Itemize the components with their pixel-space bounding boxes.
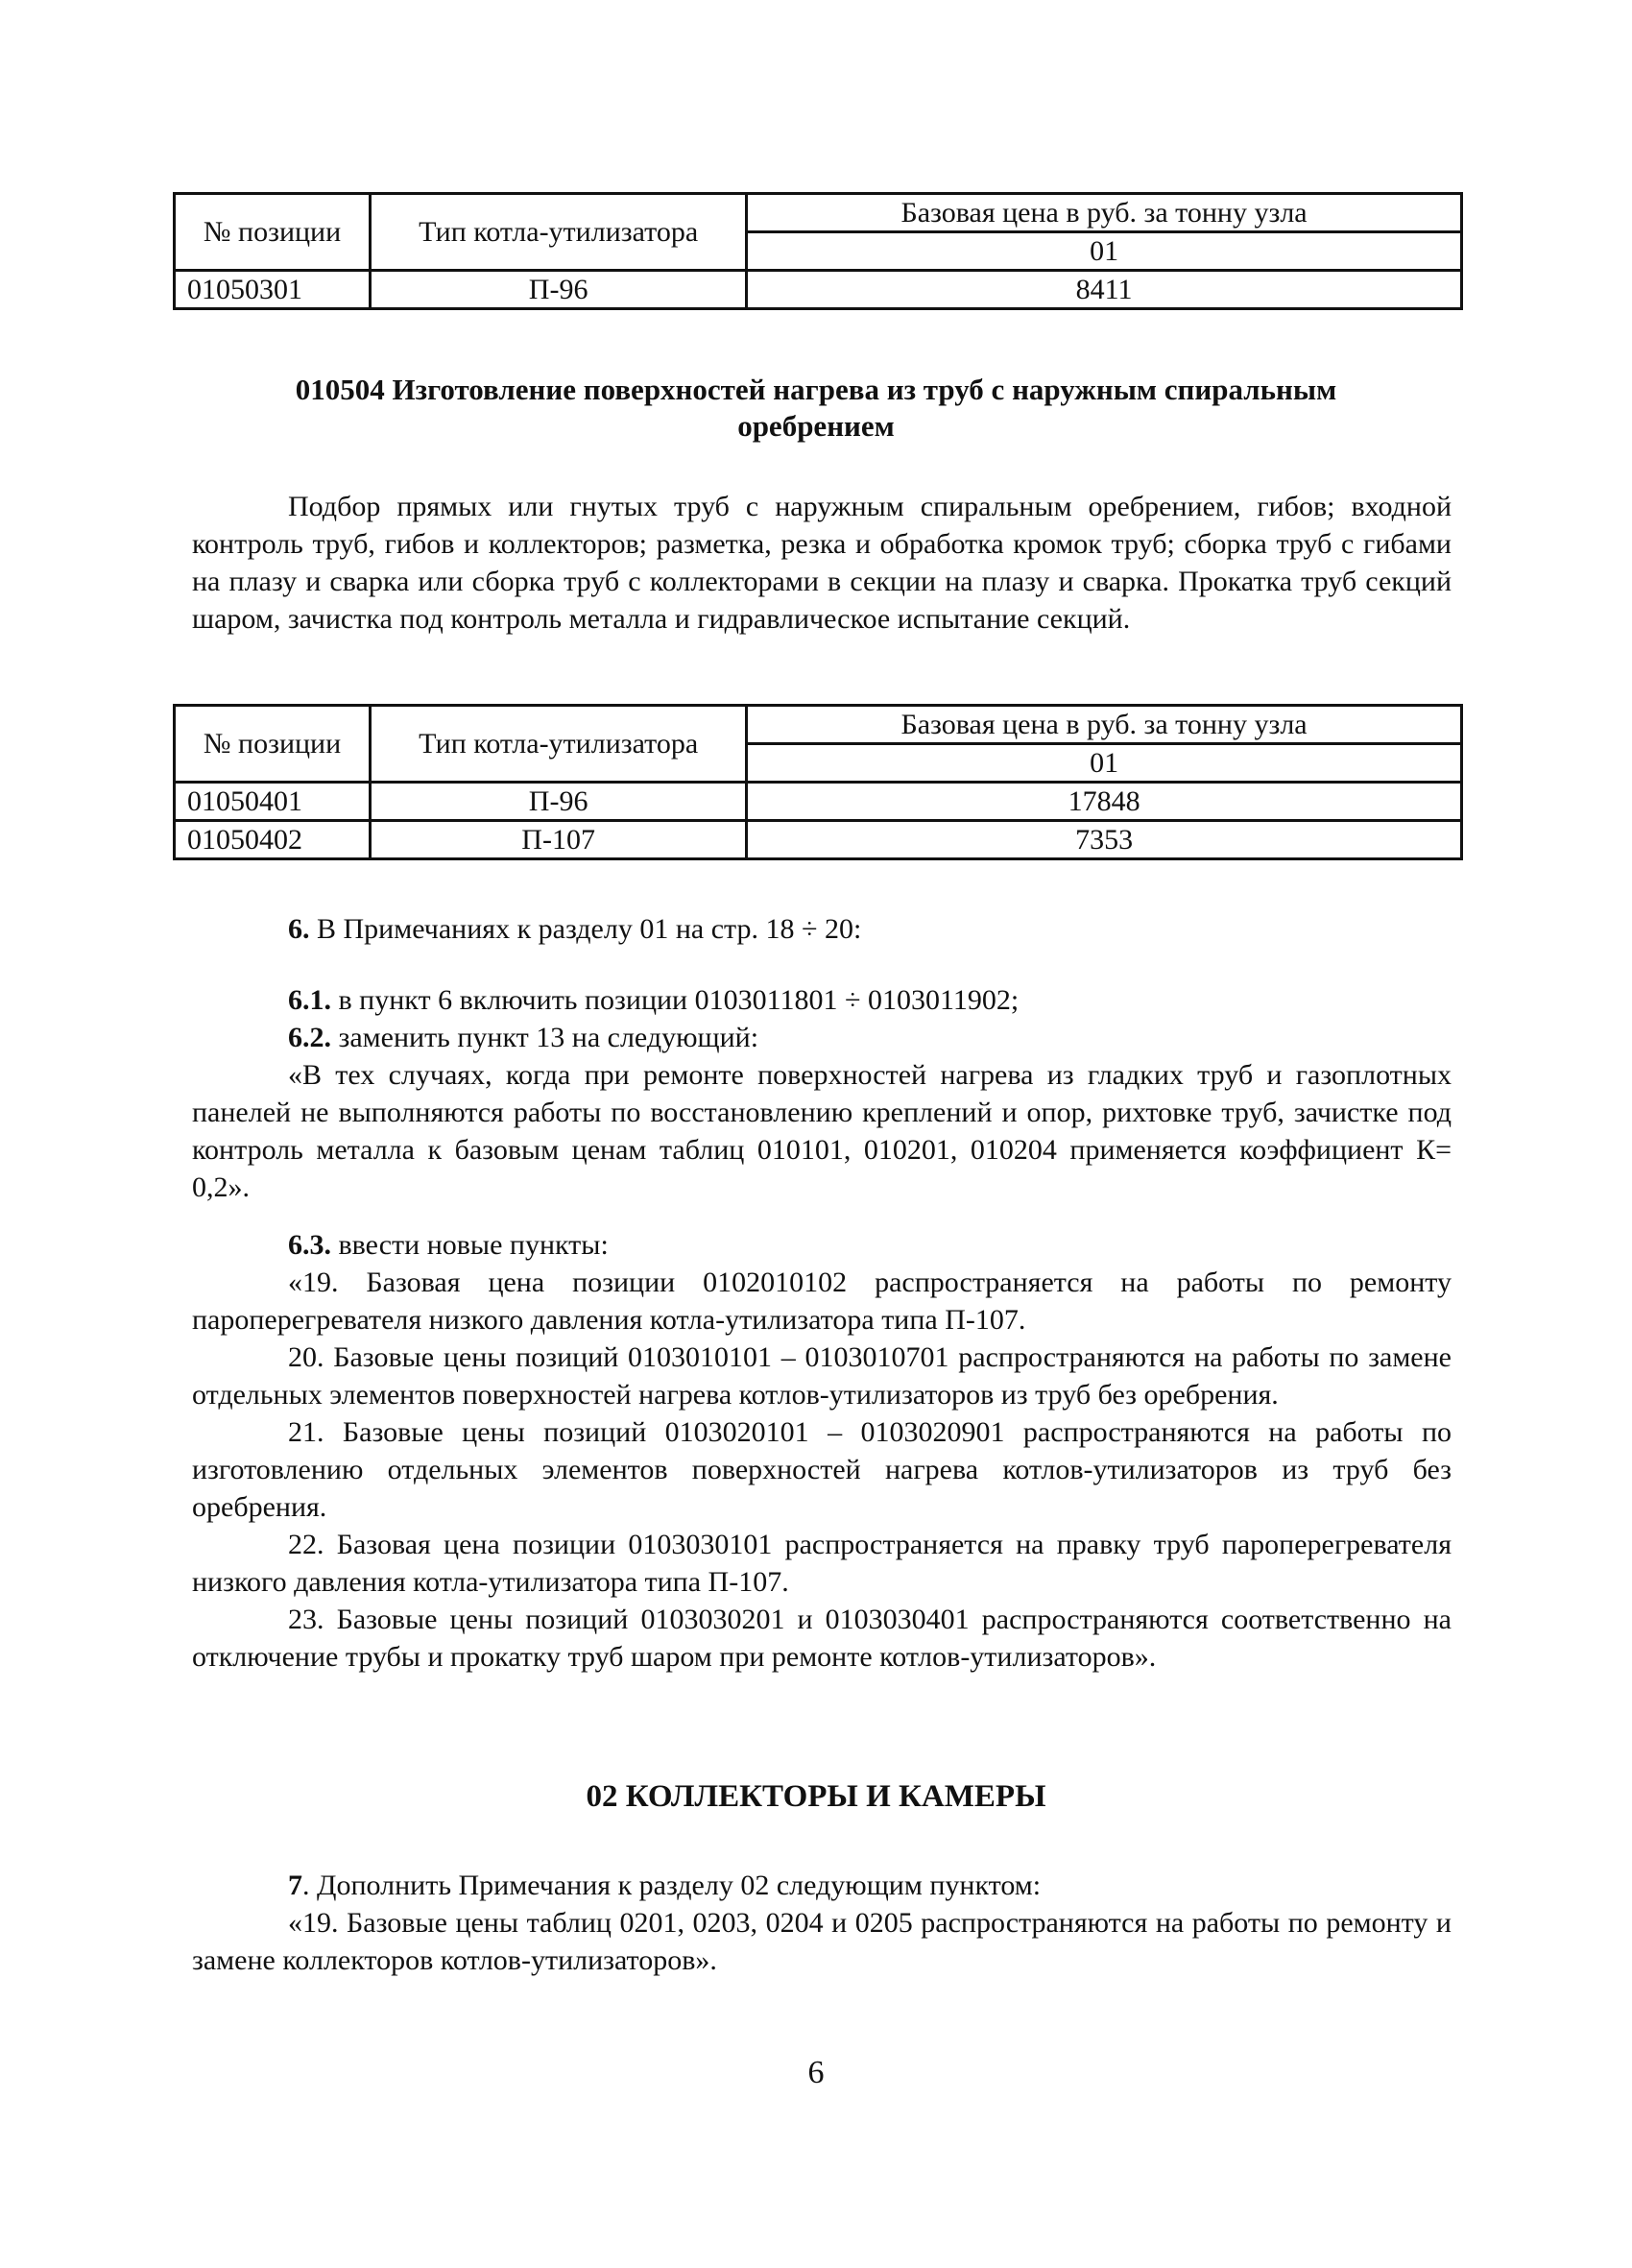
cell-position: 01050301 [175,271,371,309]
new-point-19: «19. Базовая цена позиции 0102010102 распространяется на работы по ремонту пароперегревателя низкого давления котла-утилизатора типа П-107. [192,1267,1452,1336]
item-6-2-number: 6.2. [288,1022,331,1053]
header-boiler-type: Тип котла-утилизатора [371,706,747,783]
cell-type: П-96 [371,783,747,821]
item-6-text: В Примечаниях к разделу 01 на стр. 18 ÷ 20: [309,913,862,945]
item-6-2-text: заменить пункт 13 на следующий: [331,1022,759,1053]
quote-text: «В тех случаях, когда при ремонте поверхностей нагрева из гладких труб и газоплотных панелей не выполняются работы по восстановлению креплений и опор, рихтовке труб, зачистке под контроль металла к базовым ценам таблиц 010101, 010201, 010204 применяется коэффициент К= 0,2». [192,1059,1452,1203]
section-010504-description [192,488,1452,638]
section-010504-title [144,372,1488,445]
cell-type: П-107 [371,821,747,859]
item-7-quote-text: «19. Базовые цены таблиц 0201, 0203, 0204 и 0205 распространяются на работы по ремонту и замене коллекторов котлов-утилизаторов». [192,1907,1452,1976]
table-row [175,271,1462,309]
table-row [175,821,1462,859]
new-point-22: 22. Базовая цена позиции 0103030101 распространяется на правку труб пароперегревателя низкого давления котла-утилизатора типа П-107. [192,1529,1452,1598]
cell-position: 01050401 [175,783,371,821]
header-boiler-type: Тип котла-утилизатора [371,194,747,271]
page-number: 6 [807,2055,825,2090]
item-6-3-number: 6.3. [288,1229,331,1261]
new-point-20: 20. Базовые цены позиций 0103010101 – 0103010701 распространяются на работы по замене отдельных элементов поверхностей нагрева котлов-утилизаторов из труб без оребрения. [192,1341,1452,1411]
item-7-quote [192,1904,1452,1979]
price-table-010503 [173,192,1463,310]
header-position: № позиции [175,706,371,783]
item-6 [288,910,861,948]
cell-position: 01050402 [175,821,371,859]
section-title-line1: 010504 Изготовление поверхностей нагрева из труб с наружным спиральным [295,373,1337,406]
header-base-price: Базовая цена в руб. за тонну узла [747,706,1462,744]
item-6-1-text: в пункт 6 включить позиции 0103011801 ÷ 0103011902; [331,984,1020,1016]
header-column-code: 01 [747,744,1462,783]
header-position: № позиции [175,194,371,271]
item-6-1-number: 6.1. [288,984,331,1016]
cell-type: П-96 [371,271,747,309]
cell-price: 17848 [747,783,1462,821]
item-7-number: 7 [288,1870,302,1901]
section-title-line2: оребрением [737,409,895,443]
item-7 [288,1867,1041,1904]
description-text: Подбор прямых или гнутых труб с наружным спиральным оребрением, гибов; входной контроль труб, гибов и коллекторов; разметка, резка и обработка кромок труб; сборка труб с гибами на плазу и сварка или сборка труб с коллекторами в секции на плазу и сварка. Прокатка труб секций шаром, зачистка под контроль металла и гидравлическое испытание секций. [192,491,1452,635]
item-6-1 [288,981,1019,1019]
item-7-text: . Дополнить Примечания к разделу 02 следующим пунктом: [302,1870,1042,1901]
header-column-code: 01 [747,232,1462,271]
section-02-title: 02 КОЛЛЕКТОРЫ И КАМЕРЫ [586,1779,1046,1814]
item-6-number: 6. [288,913,310,945]
table-row [175,783,1462,821]
cell-price: 7353 [747,821,1462,859]
item-6-2 [288,1019,758,1056]
item-6-3-new-points [192,1264,1452,1676]
header-base-price: Базовая цена в руб. за тонну узла [747,194,1462,232]
item-6-2-quote [192,1056,1452,1206]
price-table-010504 [173,704,1463,860]
item-6-3-text: ввести новые пункты: [331,1229,609,1261]
cell-price: 8411 [747,271,1462,309]
new-point-23: 23. Базовые цены позиций 0103030201 и 0103030401 распространяются соответственно на отключение трубы и прокатку труб шаром при ремонте котлов-утилизаторов». [192,1604,1452,1673]
new-point-21: 21. Базовые цены позиций 0103020101 – 0103020901 распространяются на работы по изготовлению отдельных элементов поверхностей нагрева котлов-утилизаторов из труб без оребрения. [192,1416,1452,1523]
item-6-3 [288,1226,609,1264]
